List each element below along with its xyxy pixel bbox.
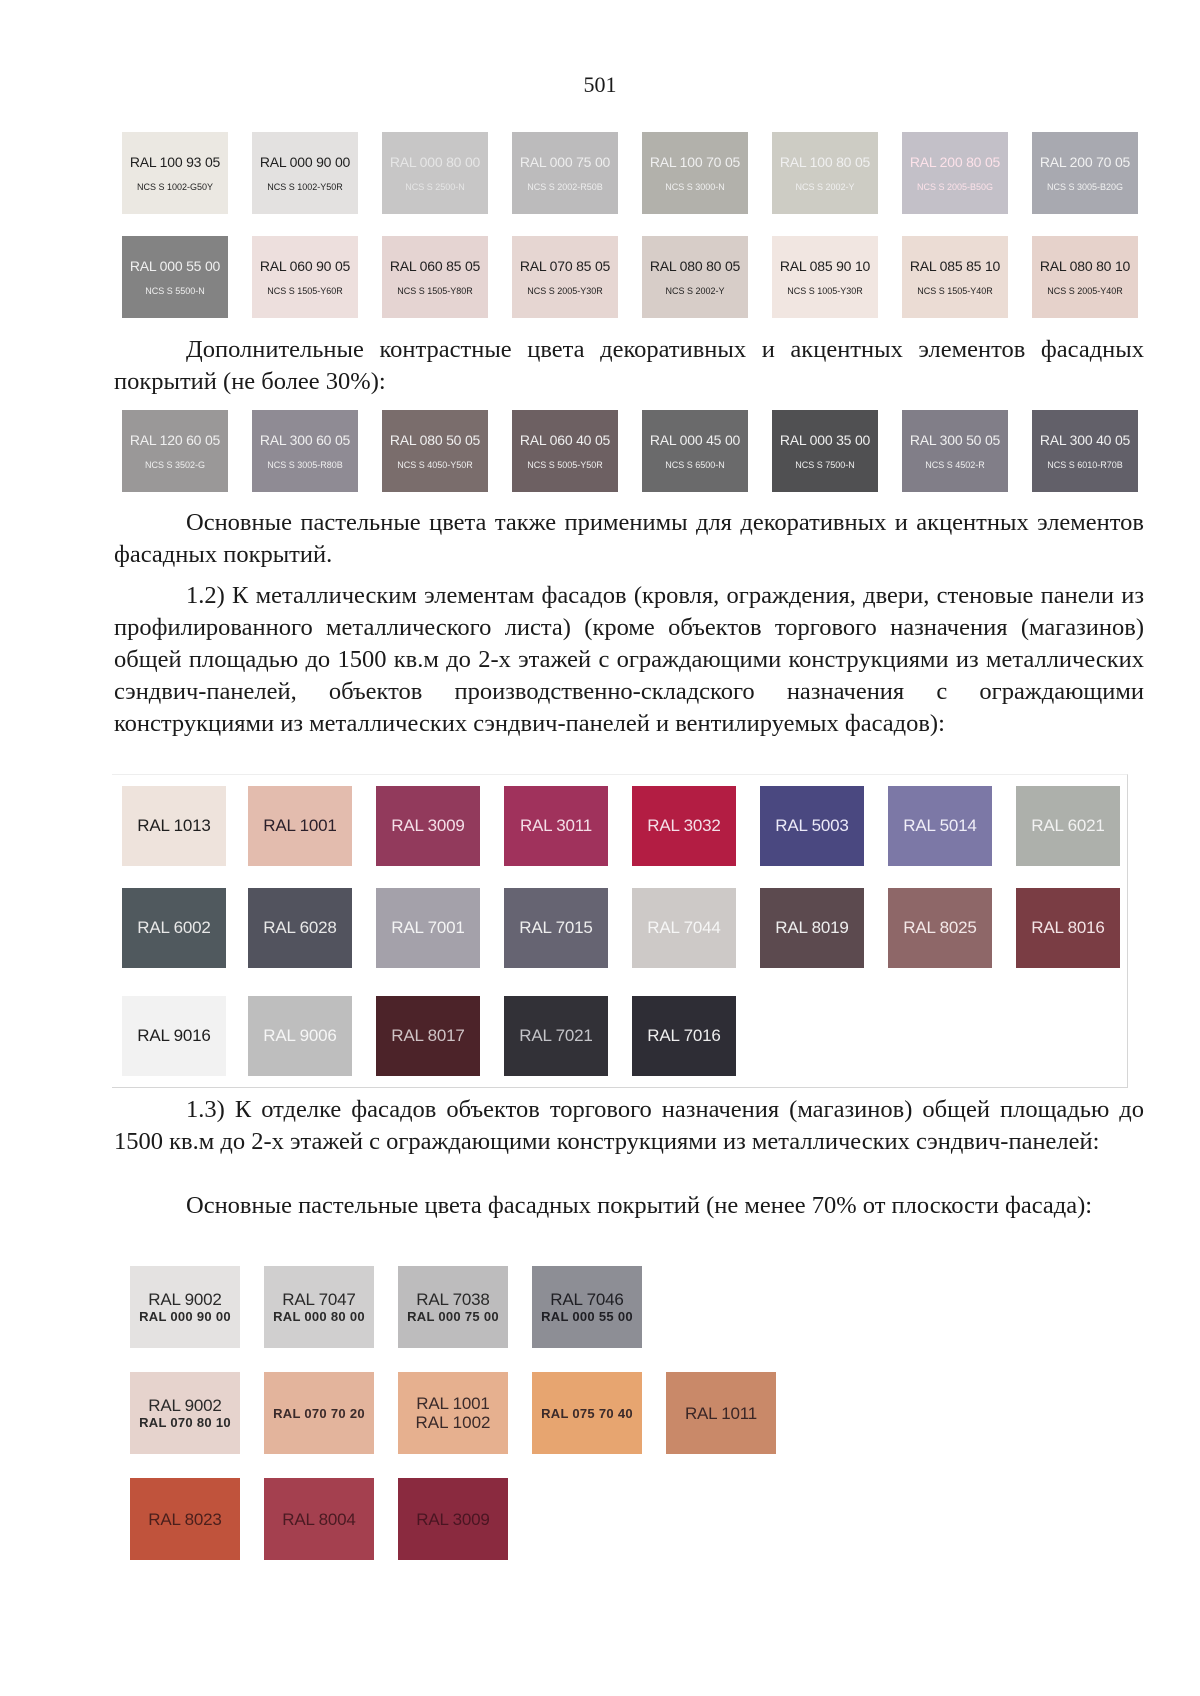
swatch-secondary-code: NCS S 2005-Y30R xyxy=(527,285,603,296)
color-swatch xyxy=(512,132,618,214)
color-swatch xyxy=(512,410,618,492)
swatch-code: RAL 100 93 05 xyxy=(129,153,221,170)
color-swatch xyxy=(398,1266,508,1348)
swatch-code: RAL 9016 xyxy=(137,1026,211,1045)
swatch-code: RAL 7046 xyxy=(550,1289,624,1309)
color-swatch xyxy=(252,410,358,492)
paragraph-retail-facades: 1.3) К отделке фасадов объектов торгового назначения (магазинов) общей площадью до 1500 кв.м до 2-х этажей с ограждающими конструкциями из металлических сэндвич-панелей: xyxy=(114,1096,1144,1155)
swatch-code: RAL 085 90 10 xyxy=(779,257,871,274)
color-swatch xyxy=(1016,786,1120,866)
swatch-secondary-code: NCS S 1002-G50Y xyxy=(136,181,214,192)
swatch-code: RAL 300 50 05 xyxy=(909,431,1001,448)
swatch-code: RAL 8023 xyxy=(148,1509,222,1529)
color-swatch xyxy=(122,888,226,968)
color-swatch xyxy=(632,888,736,968)
swatch-code: RAL 9002 xyxy=(148,1395,222,1415)
swatch-secondary-code: RAL 000 80 00 xyxy=(273,1308,365,1324)
color-swatch xyxy=(122,996,226,1076)
color-swatch xyxy=(248,888,352,968)
color-swatch xyxy=(772,236,878,318)
color-swatch xyxy=(642,236,748,318)
swatch-code: RAL 000 35 00 xyxy=(779,431,871,448)
color-swatch xyxy=(772,410,878,492)
swatch-secondary-code: NCS S 1005-Y30R xyxy=(787,285,863,296)
color-swatch xyxy=(666,1372,776,1454)
swatch-code: RAL 6021 xyxy=(1031,816,1105,835)
swatch-code: RAL 060 90 05 xyxy=(259,257,351,274)
swatch-secondary-code: RAL 1002 xyxy=(415,1413,491,1432)
color-swatch xyxy=(772,132,878,214)
swatch-code: RAL 085 85 10 xyxy=(909,257,1001,274)
color-swatch xyxy=(376,888,480,968)
color-swatch xyxy=(1016,888,1120,968)
color-swatch xyxy=(902,236,1008,318)
color-swatch xyxy=(122,786,226,866)
swatch-code: RAL 9006 xyxy=(263,1026,337,1045)
swatch-secondary-code: NCS S 6500-N xyxy=(665,459,725,470)
swatch-secondary-code: RAL 000 90 00 xyxy=(139,1308,231,1324)
swatch-secondary-code: NCS S 3005-R80B xyxy=(267,459,343,470)
color-swatch xyxy=(382,132,488,214)
color-swatch xyxy=(264,1372,374,1454)
swatch-code: RAL 7016 xyxy=(647,1026,721,1045)
color-swatch xyxy=(264,1478,374,1560)
swatch-code: RAL 080 80 10 xyxy=(1039,257,1131,274)
swatch-secondary-code: RAL 000 75 00 xyxy=(407,1308,499,1324)
color-swatch xyxy=(1032,410,1138,492)
swatch-code: RAL 7021 xyxy=(519,1026,593,1045)
swatch-code: RAL 080 80 05 xyxy=(649,257,741,274)
swatch-secondary-code: NCS S 1505-Y40R xyxy=(917,285,993,296)
swatch-code: RAL 000 75 00 xyxy=(519,153,611,170)
swatch-secondary-code: NCS S 2500-N xyxy=(405,181,465,192)
color-swatch xyxy=(252,236,358,318)
swatch-code: RAL 8025 xyxy=(903,918,977,937)
color-swatch xyxy=(398,1372,508,1454)
swatch-code: RAL 000 80 00 xyxy=(389,153,481,170)
swatch-code: RAL 8004 xyxy=(282,1509,356,1529)
swatch-code: RAL 120 60 05 xyxy=(129,431,221,448)
swatch-code: RAL 100 70 05 xyxy=(649,153,741,170)
swatch-code: RAL 3011 xyxy=(519,816,593,835)
swatch-code: RAL 8019 xyxy=(775,918,849,937)
swatch-code: RAL 7044 xyxy=(647,918,721,937)
swatch-code: RAL 8017 xyxy=(391,1026,465,1045)
swatch-secondary-code: NCS S 2002-Y xyxy=(795,181,855,192)
page-number: 501 xyxy=(583,72,617,97)
color-swatch xyxy=(382,410,488,492)
swatch-code: RAL 070 85 05 xyxy=(519,257,611,274)
swatch-code: RAL 000 55 00 xyxy=(129,257,221,274)
swatch-code: RAL 7047 xyxy=(282,1289,356,1309)
color-swatch xyxy=(532,1266,642,1348)
swatch-secondary-code: NCS S 5005-Y50R xyxy=(527,459,603,470)
swatch-secondary-code: NCS S 4050-Y50R xyxy=(397,459,473,470)
swatch-code: RAL 000 90 00 xyxy=(259,153,351,170)
swatch-code: RAL 1011 xyxy=(684,1403,758,1423)
color-swatch xyxy=(902,410,1008,492)
swatch-secondary-code: NCS S 1505-Y80R xyxy=(397,285,473,296)
swatch-code: RAL 3009 xyxy=(391,816,465,835)
color-swatch xyxy=(122,236,228,318)
swatch-secondary-code: RAL 000 55 00 xyxy=(541,1308,633,1324)
swatch-secondary-code: NCS S 7500-N xyxy=(795,459,855,470)
color-swatch xyxy=(122,132,228,214)
swatch-secondary-code: NCS S 3000-N xyxy=(665,181,725,192)
color-swatch xyxy=(642,410,748,492)
swatch-code: RAL 7015 xyxy=(519,918,593,937)
color-swatch xyxy=(264,1266,374,1348)
swatch-code: RAL 5003 xyxy=(775,816,849,835)
swatch-code: RAL 8016 xyxy=(1031,918,1105,937)
swatch-secondary-code: NCS S 2005-Y40R xyxy=(1047,285,1123,296)
swatch-code: RAL 5014 xyxy=(903,816,977,835)
paragraph-retail-pastel: Основные пастельные цвета фасадных покрытий (не менее 70% от плоскости фасада): xyxy=(186,1192,1093,1219)
swatch-code: RAL 3032 xyxy=(647,816,721,835)
color-swatch xyxy=(512,236,618,318)
swatch-secondary-code: NCS S 1002-Y50R xyxy=(267,181,343,192)
color-swatch xyxy=(504,888,608,968)
color-swatch xyxy=(888,888,992,968)
paragraph-pastel-accent: Основные пастельные цвета также применимы для декоративных и акцентных элементов фасадных покрытий. xyxy=(114,509,1144,568)
swatch-secondary-code: RAL 070 80 10 xyxy=(139,1414,231,1430)
swatch-secondary-code: NCS S 4502-R xyxy=(925,459,985,470)
color-swatch xyxy=(1032,236,1138,318)
swatch-code: RAL 100 80 05 xyxy=(779,153,871,170)
swatch-secondary-code: NCS S 6010-R70B xyxy=(1047,459,1123,470)
color-swatch xyxy=(248,786,352,866)
swatch-secondary-code: NCS S 2002-Y xyxy=(665,285,725,296)
swatch-code: RAL 3009 xyxy=(416,1509,490,1529)
swatch-code: RAL 1013 xyxy=(137,816,211,835)
swatch-secondary-code: NCS S 2005-B50G xyxy=(916,181,994,192)
swatch-code: RAL 300 60 05 xyxy=(259,431,351,448)
swatch-secondary-code: NCS S 2002-R50B xyxy=(527,181,603,192)
swatch-code: RAL 080 50 05 xyxy=(389,431,481,448)
swatch-code: RAL 060 85 05 xyxy=(389,257,481,274)
swatch-code: RAL 075 70 40 xyxy=(541,1405,633,1421)
swatch-code: RAL 060 40 05 xyxy=(519,431,611,448)
swatch-code: RAL 070 70 20 xyxy=(273,1405,365,1421)
swatch-code: RAL 1001 xyxy=(263,816,337,835)
swatch-code: RAL 000 45 00 xyxy=(649,431,741,448)
swatch-code: RAL 7001 xyxy=(391,918,465,937)
color-swatch xyxy=(376,996,480,1076)
paragraph-contrast-colors: Дополнительные контрастные цвета декоративных и акцентных элементов фасадных покрытий (не более 30%): xyxy=(114,336,1144,395)
swatch-secondary-code: NCS S 3005-B20G xyxy=(1046,181,1124,192)
swatch-code: RAL 200 70 05 xyxy=(1039,153,1131,170)
color-swatch xyxy=(760,786,864,866)
swatch-code: RAL 6002 xyxy=(137,918,211,937)
color-swatch xyxy=(632,786,736,866)
swatch-code: RAL 200 80 05 xyxy=(909,153,1001,170)
swatch-secondary-code: NCS S 1505-Y60R xyxy=(267,285,343,296)
swatch-secondary-code: NCS S 3502-G xyxy=(144,459,206,470)
swatch-code: RAL 9002 xyxy=(148,1289,222,1309)
color-swatch xyxy=(532,1372,642,1454)
swatch-code: RAL 7038 xyxy=(416,1289,490,1309)
color-swatch xyxy=(398,1478,508,1560)
color-swatch xyxy=(130,1372,240,1454)
swatch-code: RAL 300 40 05 xyxy=(1039,431,1131,448)
swatch-secondary-code: NCS S 5500-N xyxy=(145,285,205,296)
color-swatch xyxy=(902,132,1008,214)
color-swatch xyxy=(504,786,608,866)
paragraph-metal-elements: 1.2) К металлическим элементам фасадов (кровля, ограждения, двери, стеновые панели из профилированного металлического листа) (кроме объектов торгового назначения (магазинов) общей площадью до 1500 кв.м до 2-х этажей с ограждающими конструкциями из металлических сэндвич-панелей, объектов производственно-складского назначения с ограждающими конструкциями из металлических сэндвич-панелей и вентилируемых фасадов): xyxy=(114,582,1144,737)
color-swatch xyxy=(130,1266,240,1348)
color-swatch xyxy=(888,786,992,866)
color-swatch xyxy=(248,996,352,1076)
color-swatch xyxy=(1032,132,1138,214)
color-swatch xyxy=(632,996,736,1076)
color-swatch xyxy=(642,132,748,214)
color-swatch xyxy=(504,996,608,1076)
color-swatch xyxy=(376,786,480,866)
color-swatch xyxy=(382,236,488,318)
color-swatch xyxy=(760,888,864,968)
swatch-code: RAL 6028 xyxy=(263,918,337,937)
color-swatch xyxy=(252,132,358,214)
swatch-code: RAL 1001 xyxy=(416,1394,490,1413)
color-swatch xyxy=(130,1478,240,1560)
color-swatch xyxy=(122,410,228,492)
